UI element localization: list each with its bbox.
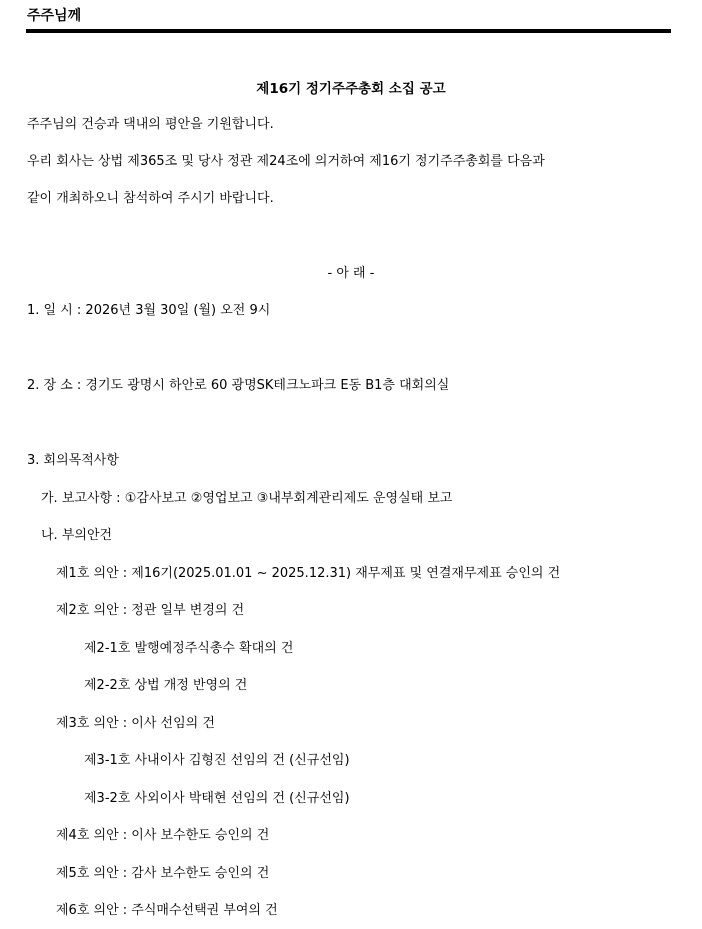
agenda-item: 제1호 의안 : 제16기(2025.01.01 ~ 2025.12.31) 재무제표 및 연결재무제표 승인의 건 [56,566,561,581]
agenda-item: 제5호 의안 : 감사 보수한도 승인의 건 [56,866,270,881]
agenda-item: 제6호 의안 : 주식매수선택권 부여의 건 [56,903,278,918]
meeting-datetime: 1. 일 시 : 2026년 3월 30일 (월) 오전 9시 [27,303,271,318]
agenda-item: 제3호 의안 : 이사 선임의 건 [56,716,215,731]
meeting-place: 2. 장 소 : 경기도 광명시 하안로 60 광명SK테크노파크 E동 B1층 대회의실 [27,378,450,393]
intro-text-line2: 같이 개최하오니 참석하여 주시기 바랍니다. [27,191,274,206]
agenda-subitem: 제3-2호 사외이사 박태현 선임의 건 (신규선임) [84,791,350,806]
agenda-item: 제2호 의안 : 정관 일부 변경의 건 [56,603,245,618]
agenda-subitem: 제2-1호 발행예정주식총수 확대의 건 [84,641,294,656]
report-items: 가. 보고사항 : ①감사보고 ②영업보고 ③내부회계관리제도 운영실태 보고 [41,491,453,506]
greeting-text: 주주님의 건승과 댁내의 평안을 기원합니다. [27,117,274,132]
agenda-subitem: 제3-1호 사내이사 김형진 선임의 건 (신규선임) [84,753,350,768]
header-divider [26,29,671,33]
notice-title: 제16기 정기주주총회 소집 공고 [256,81,446,97]
resolution-heading: 나. 부의안건 [41,528,113,543]
agenda-subitem: 제2-2호 상법 개정 반영의 건 [84,678,248,693]
notice-details-heading: - 아 래 - [327,266,375,281]
intro-text-line1: 우리 회사는 상법 제365조 및 당사 정관 제24조에 의거하여 제16기 정기주주총회를 다음과 [27,154,545,169]
agenda-heading: 3. 회의목적사항 [27,453,119,468]
agenda-item: 제4호 의안 : 이사 보수한도 승인의 건 [56,828,270,843]
recipient-heading: 주주님께 [27,8,82,24]
